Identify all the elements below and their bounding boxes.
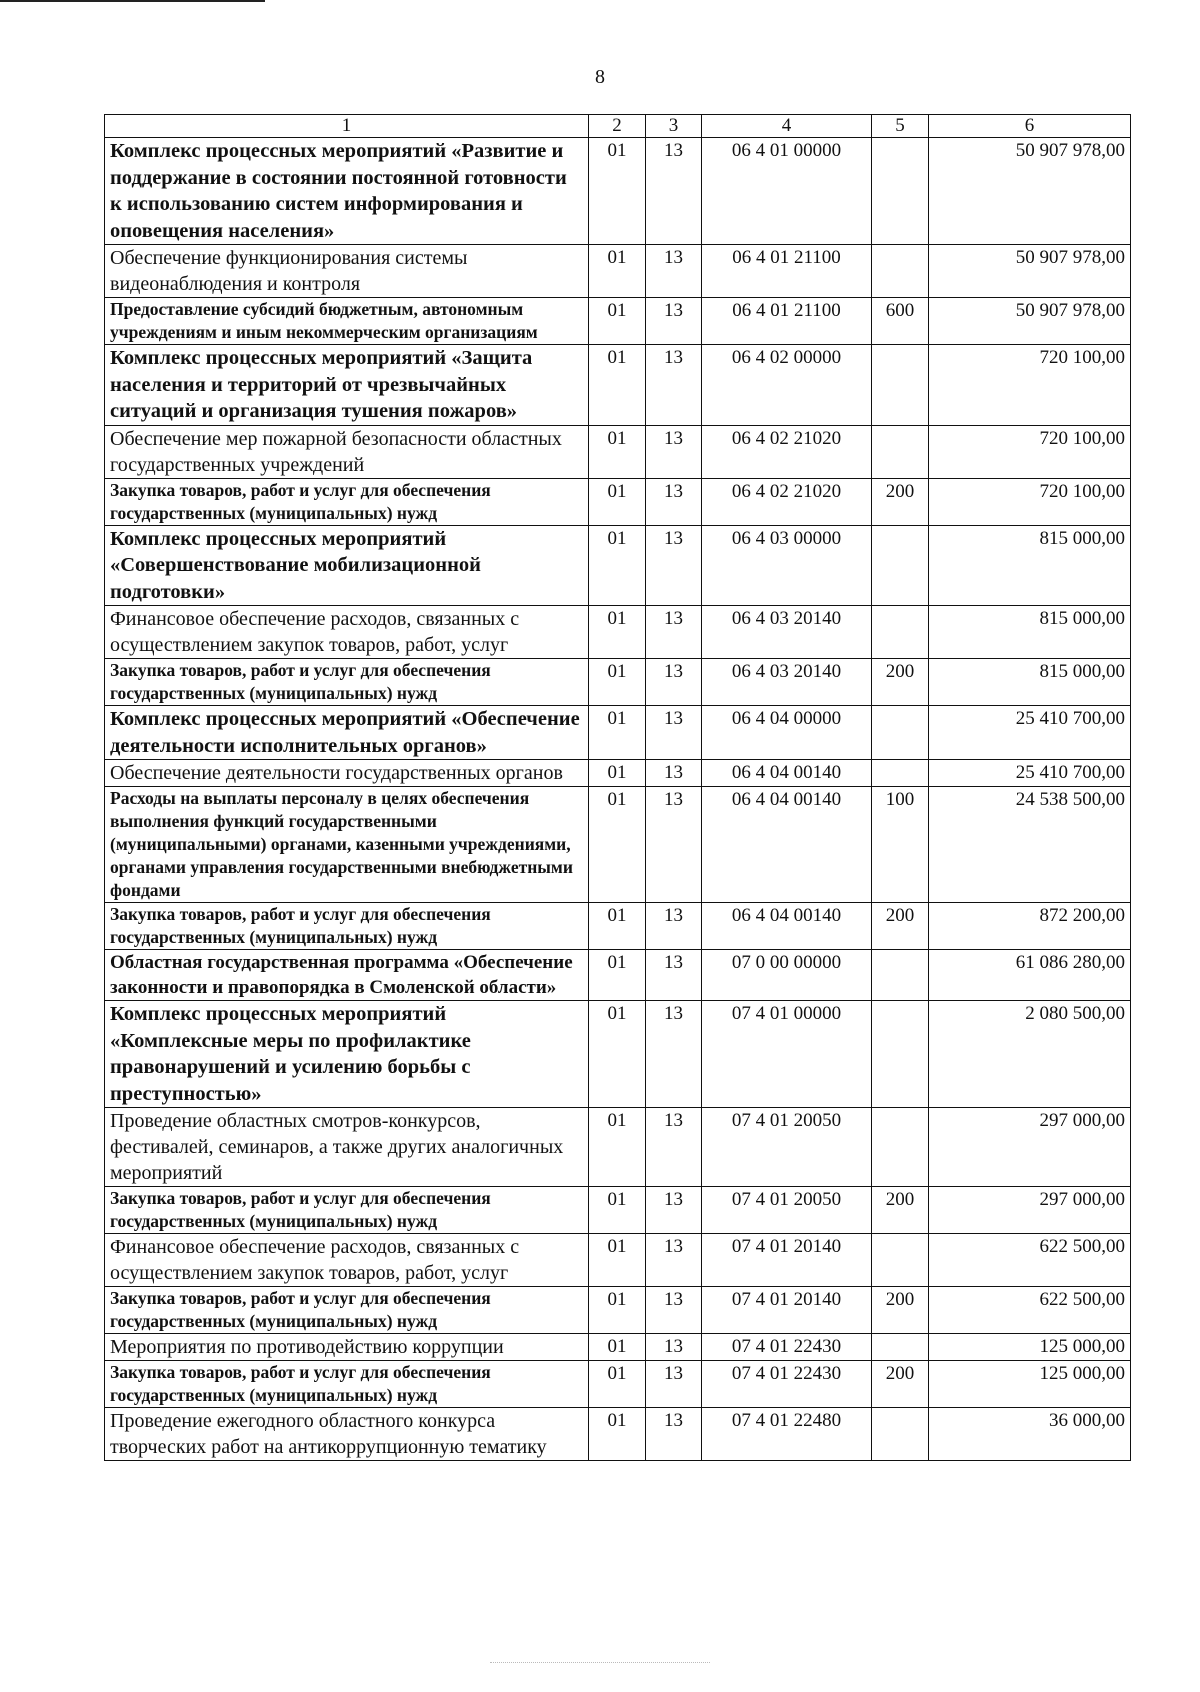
section-code-cell: 01: [589, 1187, 646, 1234]
column-header-5: 5: [872, 115, 929, 138]
amount-cell: 61 086 280,00: [929, 950, 1131, 1001]
section-code-cell: 01: [589, 478, 646, 525]
expense-type-cell: [872, 1334, 929, 1361]
expense-type-cell: [872, 1108, 929, 1187]
column-header-3: 3: [646, 115, 702, 138]
table-row: [105, 1287, 1131, 1334]
subsection-code-cell: 13: [646, 525, 702, 606]
target-article-cell: 07 4 01 20140: [702, 1234, 872, 1287]
section-code-cell: 01: [589, 1234, 646, 1287]
amount-cell: 720 100,00: [929, 345, 1131, 426]
expense-name-cell: Обеспечение функционирования системы видеонаблюдения и контроля: [105, 245, 589, 298]
amount-cell: 872 200,00: [929, 903, 1131, 950]
amount-cell: 125 000,00: [929, 1361, 1131, 1408]
expense-type-cell: [872, 1408, 929, 1461]
section-code-cell: 01: [589, 1361, 646, 1408]
subsection-code-cell: 13: [646, 903, 702, 950]
expense-name-cell: Комплекс процессных мероприятий «Развитие и поддержание в состоянии постоянной готовности к использованию систем информирования и оповещения населения»: [105, 138, 589, 245]
table-row: [105, 787, 1131, 903]
section-code-cell: 01: [589, 606, 646, 659]
subsection-code-cell: 13: [646, 1408, 702, 1461]
column-header-1: 1: [105, 115, 589, 138]
expense-name-cell: Проведение ежегодного областного конкурса творческих работ на антикоррупционную тематику: [105, 1408, 589, 1461]
expense-type-cell: [872, 425, 929, 478]
target-article-cell: 06 4 01 21100: [702, 245, 872, 298]
expense-type-cell: [872, 706, 929, 760]
section-code-cell: 01: [589, 1001, 646, 1108]
section-code-cell: 01: [589, 903, 646, 950]
section-code-cell: 01: [589, 525, 646, 606]
table-row: [105, 1334, 1131, 1361]
table-row: [105, 950, 1131, 1001]
table-row: [105, 760, 1131, 787]
target-article-cell: 06 4 03 20140: [702, 659, 872, 706]
table-row: [105, 245, 1131, 298]
target-article-cell: 06 4 01 21100: [702, 298, 872, 345]
target-article-cell: 06 4 03 20140: [702, 606, 872, 659]
expense-type-cell: [872, 345, 929, 426]
target-article-cell: 07 4 01 22430: [702, 1334, 872, 1361]
table-row: [105, 1408, 1131, 1461]
amount-cell: 297 000,00: [929, 1108, 1131, 1187]
target-article-cell: 06 4 02 21020: [702, 425, 872, 478]
expense-name-cell: Предоставление субсидий бюджетным, автономным учреждениям и иным некоммерческим организациям: [105, 298, 589, 345]
subsection-code-cell: 13: [646, 245, 702, 298]
subsection-code-cell: 13: [646, 1187, 702, 1234]
expense-name-cell: Расходы на выплаты персоналу в целях обеспечения выполнения функций государственными (муниципальными) органами, казенными учреждениями, органами управления государственными внебюджетными фондами: [105, 787, 589, 903]
section-code-cell: 01: [589, 1287, 646, 1334]
amount-cell: 125 000,00: [929, 1334, 1131, 1361]
expense-name-cell: Закупка товаров, работ и услуг для обеспечения государственных (муниципальных) нужд: [105, 1361, 589, 1408]
table-row: [105, 345, 1131, 426]
amount-cell: 25 410 700,00: [929, 760, 1131, 787]
amount-cell: 720 100,00: [929, 425, 1131, 478]
section-code-cell: 01: [589, 706, 646, 760]
expense-type-cell: [872, 950, 929, 1001]
target-article-cell: 06 4 02 21020: [702, 478, 872, 525]
expense-type-cell: 600: [872, 298, 929, 345]
section-code-cell: 01: [589, 1108, 646, 1187]
target-article-cell: 07 4 01 20050: [702, 1187, 872, 1234]
target-article-cell: 07 4 01 20050: [702, 1108, 872, 1187]
table-row: [105, 425, 1131, 478]
target-article-cell: 07 4 01 20140: [702, 1287, 872, 1334]
subsection-code-cell: 13: [646, 478, 702, 525]
subsection-code-cell: 13: [646, 345, 702, 426]
subsection-code-cell: 13: [646, 1108, 702, 1187]
section-code-cell: 01: [589, 1408, 646, 1461]
subsection-code-cell: 13: [646, 1234, 702, 1287]
expense-name-cell: Проведение областных смотров-конкурсов, фестивалей, семинаров, а также других аналогичных мероприятий: [105, 1108, 589, 1187]
amount-cell: 2 080 500,00: [929, 1001, 1131, 1108]
expense-type-cell: [872, 1234, 929, 1287]
target-article-cell: 06 4 02 00000: [702, 345, 872, 426]
budget-table: [104, 114, 1131, 1461]
table-body: [105, 138, 1131, 1461]
subsection-code-cell: 13: [646, 1001, 702, 1108]
table-row: [105, 478, 1131, 525]
table-row: [105, 1361, 1131, 1408]
target-article-cell: 07 4 01 00000: [702, 1001, 872, 1108]
expense-type-cell: [872, 138, 929, 245]
expense-type-cell: 200: [872, 1361, 929, 1408]
table-row: [105, 1108, 1131, 1187]
expense-name-cell: Комплекс процессных мероприятий «Защита населения и территорий от чрезвычайных ситуаций и организация тушения пожаров»: [105, 345, 589, 426]
expense-name-cell: Закупка товаров, работ и услуг для обеспечения государственных (муниципальных) нужд: [105, 1287, 589, 1334]
amount-cell: 50 907 978,00: [929, 138, 1131, 245]
header-row: [105, 115, 1131, 138]
expense-type-cell: [872, 525, 929, 606]
column-header-6: 6: [929, 115, 1131, 138]
section-code-cell: 01: [589, 760, 646, 787]
section-code-cell: 01: [589, 1334, 646, 1361]
amount-cell: 50 907 978,00: [929, 245, 1131, 298]
table-row: [105, 659, 1131, 706]
target-article-cell: 07 4 01 22480: [702, 1408, 872, 1461]
subsection-code-cell: 13: [646, 1287, 702, 1334]
expense-name-cell: Обеспечение мер пожарной безопасности областных государственных учреждений: [105, 425, 589, 478]
subsection-code-cell: 13: [646, 1361, 702, 1408]
expense-name-cell: Комплекс процессных мероприятий «Совершенствование мобилизационной подготовки»: [105, 525, 589, 606]
column-header-2: 2: [589, 115, 646, 138]
target-article-cell: 06 4 04 00140: [702, 787, 872, 903]
amount-cell: 25 410 700,00: [929, 706, 1131, 760]
expense-name-cell: Закупка товаров, работ и услуг для обеспечения государственных (муниципальных) нужд: [105, 659, 589, 706]
expense-name-cell: Областная государственная программа «Обеспечение законности и правопорядка в Смоленской области»: [105, 950, 589, 1001]
expense-name-cell: Финансовое обеспечение расходов, связанных с осуществлением закупок товаров, работ, услуг: [105, 1234, 589, 1287]
section-code-cell: 01: [589, 787, 646, 903]
table-row: [105, 298, 1131, 345]
section-code-cell: 01: [589, 345, 646, 426]
amount-cell: 622 500,00: [929, 1287, 1131, 1334]
target-article-cell: 06 4 01 00000: [702, 138, 872, 245]
table-row: [105, 606, 1131, 659]
amount-cell: 36 000,00: [929, 1408, 1131, 1461]
expense-type-cell: 100: [872, 787, 929, 903]
expense-type-cell: 200: [872, 478, 929, 525]
subsection-code-cell: 13: [646, 606, 702, 659]
subsection-code-cell: 13: [646, 138, 702, 245]
section-code-cell: 01: [589, 138, 646, 245]
expense-type-cell: 200: [872, 659, 929, 706]
amount-cell: 815 000,00: [929, 606, 1131, 659]
expense-name-cell: Комплекс процессных мероприятий «Комплексные меры по профилактике правонарушений и усилению борьбы с преступностью»: [105, 1001, 589, 1108]
table-row: [105, 903, 1131, 950]
expense-name-cell: Закупка товаров, работ и услуг для обеспечения государственных (муниципальных) нужд: [105, 1187, 589, 1234]
subsection-code-cell: 13: [646, 706, 702, 760]
expense-name-cell: Комплекс процессных мероприятий «Обеспечение деятельности исполнительных органов»: [105, 706, 589, 760]
target-article-cell: 07 0 00 00000: [702, 950, 872, 1001]
expense-name-cell: Финансовое обеспечение расходов, связанных с осуществлением закупок товаров, работ, услуг: [105, 606, 589, 659]
target-article-cell: 06 4 04 00140: [702, 760, 872, 787]
amount-cell: 815 000,00: [929, 659, 1131, 706]
expense-type-cell: [872, 1001, 929, 1108]
amount-cell: 24 538 500,00: [929, 787, 1131, 903]
scan-artifact: [490, 1662, 710, 1664]
table-row: [105, 525, 1131, 606]
table-row: [105, 1234, 1131, 1287]
table-row: [105, 1001, 1131, 1108]
section-code-cell: 01: [589, 425, 646, 478]
page-number: 8: [595, 66, 605, 88]
column-header-4: 4: [702, 115, 872, 138]
expense-type-cell: 200: [872, 1187, 929, 1234]
section-code-cell: 01: [589, 298, 646, 345]
expense-type-cell: [872, 760, 929, 787]
expense-type-cell: [872, 606, 929, 659]
expense-type-cell: [872, 245, 929, 298]
expense-name-cell: Обеспечение деятельности государственных органов: [105, 760, 589, 787]
target-article-cell: 06 4 04 00000: [702, 706, 872, 760]
amount-cell: 50 907 978,00: [929, 298, 1131, 345]
expense-type-cell: 200: [872, 903, 929, 950]
table-row: [105, 138, 1131, 245]
subsection-code-cell: 13: [646, 425, 702, 478]
subsection-code-cell: 13: [646, 659, 702, 706]
subsection-code-cell: 13: [646, 1334, 702, 1361]
section-code-cell: 01: [589, 659, 646, 706]
expense-name-cell: Мероприятия по противодействию коррупции: [105, 1334, 589, 1361]
target-article-cell: 06 4 03 00000: [702, 525, 872, 606]
expense-name-cell: Закупка товаров, работ и услуг для обеспечения государственных (муниципальных) нужд: [105, 478, 589, 525]
subsection-code-cell: 13: [646, 950, 702, 1001]
target-article-cell: 07 4 01 22430: [702, 1361, 872, 1408]
subsection-code-cell: 13: [646, 298, 702, 345]
target-article-cell: 06 4 04 00140: [702, 903, 872, 950]
table-row: [105, 1187, 1131, 1234]
amount-cell: 815 000,00: [929, 525, 1131, 606]
table-row: [105, 706, 1131, 760]
subsection-code-cell: 13: [646, 787, 702, 903]
amount-cell: 622 500,00: [929, 1234, 1131, 1287]
section-code-cell: 01: [589, 950, 646, 1001]
amount-cell: 720 100,00: [929, 478, 1131, 525]
top-rule: [0, 0, 265, 2]
expense-name-cell: Закупка товаров, работ и услуг для обеспечения государственных (муниципальных) нужд: [105, 903, 589, 950]
amount-cell: 297 000,00: [929, 1187, 1131, 1234]
subsection-code-cell: 13: [646, 760, 702, 787]
section-code-cell: 01: [589, 245, 646, 298]
expense-type-cell: 200: [872, 1287, 929, 1334]
